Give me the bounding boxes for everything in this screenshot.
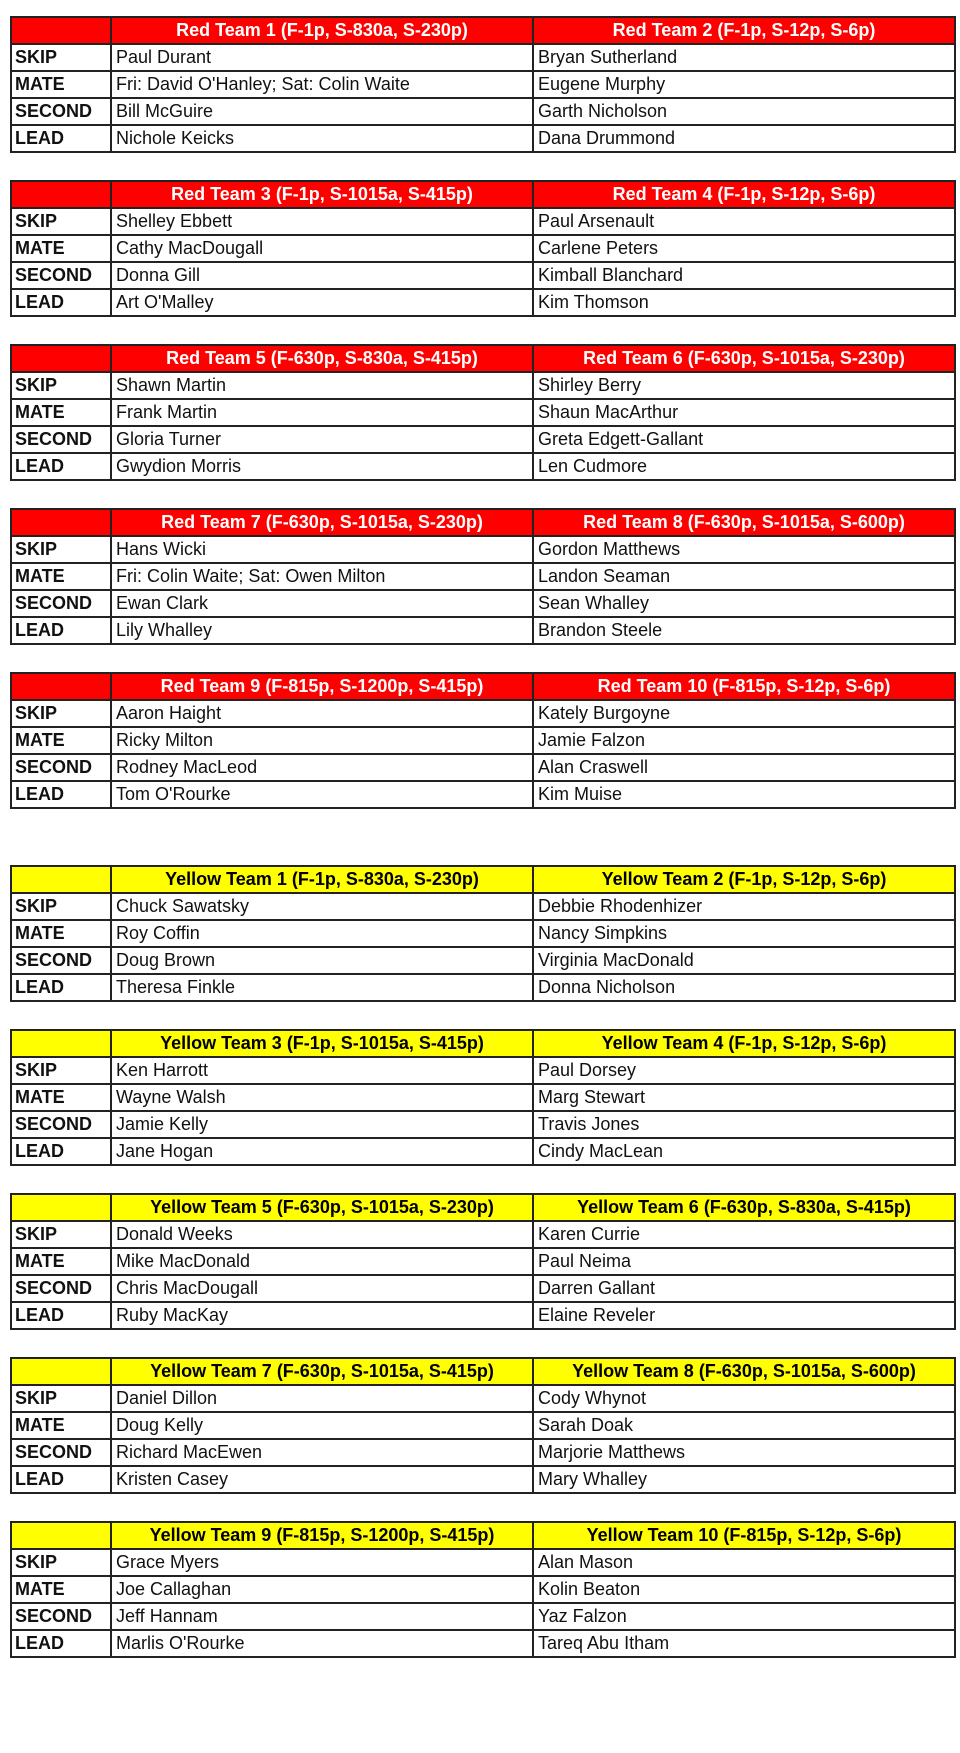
player-name: Grace Myers bbox=[111, 1549, 533, 1576]
position-label: MATE bbox=[11, 727, 111, 754]
player-row bbox=[11, 1221, 955, 1248]
section-spacer bbox=[10, 1002, 954, 1029]
position-label: MATE bbox=[11, 563, 111, 590]
player-row bbox=[11, 235, 955, 262]
player-name: Cody Whynot bbox=[533, 1385, 955, 1412]
header-blank-cell bbox=[11, 673, 111, 700]
player-name: Hans Wicki bbox=[111, 536, 533, 563]
header-blank-cell bbox=[11, 1358, 111, 1385]
player-name: Doug Brown bbox=[111, 947, 533, 974]
team-header-row bbox=[11, 1030, 955, 1057]
team-title: Red Team 2 (F-1p, S-12p, S-6p) bbox=[533, 17, 955, 44]
roster-document bbox=[10, 16, 954, 1658]
position-label: SKIP bbox=[11, 893, 111, 920]
player-name: Paul Arsenault bbox=[533, 208, 955, 235]
player-name: Joe Callaghan bbox=[111, 1576, 533, 1603]
player-row bbox=[11, 1248, 955, 1275]
player-name: Gwydion Morris bbox=[111, 453, 533, 480]
player-name: Kimball Blanchard bbox=[533, 262, 955, 289]
player-name: Cathy MacDougall bbox=[111, 235, 533, 262]
player-name: Fri: David O'Hanley; Sat: Colin Waite bbox=[111, 71, 533, 98]
player-name: Karen Currie bbox=[533, 1221, 955, 1248]
section-spacer bbox=[10, 317, 954, 344]
player-name: Lily Whalley bbox=[111, 617, 533, 644]
position-label: MATE bbox=[11, 920, 111, 947]
player-name: Debbie Rhodenhizer bbox=[533, 893, 955, 920]
player-name: Gloria Turner bbox=[111, 426, 533, 453]
player-name: Kim Thomson bbox=[533, 289, 955, 316]
player-row bbox=[11, 399, 955, 426]
player-name: Sean Whalley bbox=[533, 590, 955, 617]
player-row bbox=[11, 590, 955, 617]
player-name: Travis Jones bbox=[533, 1111, 955, 1138]
red-roster-table bbox=[10, 16, 956, 153]
player-name: Paul Durant bbox=[111, 44, 533, 71]
position-label: LEAD bbox=[11, 1302, 111, 1329]
player-row bbox=[11, 920, 955, 947]
position-label: SECOND bbox=[11, 1603, 111, 1630]
player-name: Mary Whalley bbox=[533, 1466, 955, 1493]
team-title: Yellow Team 9 (F-815p, S-1200p, S-415p) bbox=[111, 1522, 533, 1549]
player-name: Gordon Matthews bbox=[533, 536, 955, 563]
player-name: Alan Mason bbox=[533, 1549, 955, 1576]
section-spacer bbox=[10, 1494, 954, 1521]
player-name: Jane Hogan bbox=[111, 1138, 533, 1165]
player-name: Kolin Beaton bbox=[533, 1576, 955, 1603]
player-name: Aaron Haight bbox=[111, 700, 533, 727]
player-row bbox=[11, 1057, 955, 1084]
red-roster-table bbox=[10, 672, 956, 809]
player-name: Shaun MacArthur bbox=[533, 399, 955, 426]
player-row bbox=[11, 71, 955, 98]
team-title: Yellow Team 6 (F-630p, S-830a, S-415p) bbox=[533, 1194, 955, 1221]
position-label: MATE bbox=[11, 235, 111, 262]
player-name: Mike MacDonald bbox=[111, 1248, 533, 1275]
player-name: Ruby MacKay bbox=[111, 1302, 533, 1329]
player-name: Darren Gallant bbox=[533, 1275, 955, 1302]
player-row bbox=[11, 893, 955, 920]
position-label: LEAD bbox=[11, 781, 111, 808]
player-name: Frank Martin bbox=[111, 399, 533, 426]
header-blank-cell bbox=[11, 181, 111, 208]
player-name: Shirley Berry bbox=[533, 372, 955, 399]
player-row bbox=[11, 1084, 955, 1111]
player-name: Jamie Kelly bbox=[111, 1111, 533, 1138]
player-row bbox=[11, 1302, 955, 1329]
player-row bbox=[11, 1275, 955, 1302]
header-blank-cell bbox=[11, 509, 111, 536]
team-header-row bbox=[11, 509, 955, 536]
player-name: Donna Nicholson bbox=[533, 974, 955, 1001]
yellow-roster-table bbox=[10, 1357, 956, 1494]
player-name: Elaine Reveler bbox=[533, 1302, 955, 1329]
team-title: Yellow Team 10 (F-815p, S-12p, S-6p) bbox=[533, 1522, 955, 1549]
player-row bbox=[11, 98, 955, 125]
player-row bbox=[11, 617, 955, 644]
player-name: Art O'Malley bbox=[111, 289, 533, 316]
team-header-row bbox=[11, 866, 955, 893]
player-name: Rodney MacLeod bbox=[111, 754, 533, 781]
section-spacer bbox=[10, 809, 954, 865]
position-label: SKIP bbox=[11, 1549, 111, 1576]
team-title: Yellow Team 5 (F-630p, S-1015a, S-230p) bbox=[111, 1194, 533, 1221]
player-name: Jamie Falzon bbox=[533, 727, 955, 754]
player-name: Paul Neima bbox=[533, 1248, 955, 1275]
player-name: Theresa Finkle bbox=[111, 974, 533, 1001]
team-header-row bbox=[11, 17, 955, 44]
player-row bbox=[11, 1576, 955, 1603]
player-name: Ricky Milton bbox=[111, 727, 533, 754]
player-name: Nichole Keicks bbox=[111, 125, 533, 152]
header-blank-cell bbox=[11, 1522, 111, 1549]
player-row bbox=[11, 372, 955, 399]
position-label: SECOND bbox=[11, 98, 111, 125]
player-name: Garth Nicholson bbox=[533, 98, 955, 125]
team-title: Red Team 1 (F-1p, S-830a, S-230p) bbox=[111, 17, 533, 44]
player-row bbox=[11, 974, 955, 1001]
player-row bbox=[11, 453, 955, 480]
player-name: Landon Seaman bbox=[533, 563, 955, 590]
player-name: Marjorie Matthews bbox=[533, 1439, 955, 1466]
player-name: Tareq Abu Itham bbox=[533, 1630, 955, 1657]
position-label: MATE bbox=[11, 71, 111, 98]
position-label: MATE bbox=[11, 1084, 111, 1111]
player-name: Ken Harrott bbox=[111, 1057, 533, 1084]
player-name: Marlis O'Rourke bbox=[111, 1630, 533, 1657]
player-name: Doug Kelly bbox=[111, 1412, 533, 1439]
player-name: Sarah Doak bbox=[533, 1412, 955, 1439]
team-title: Red Team 5 (F-630p, S-830a, S-415p) bbox=[111, 345, 533, 372]
player-name: Kim Muise bbox=[533, 781, 955, 808]
yellow-roster-table bbox=[10, 865, 956, 1002]
yellow-roster-table bbox=[10, 1029, 956, 1166]
player-row bbox=[11, 700, 955, 727]
player-name: Roy Coffin bbox=[111, 920, 533, 947]
yellow-roster-table bbox=[10, 1521, 956, 1658]
team-title: Red Team 3 (F-1p, S-1015a, S-415p) bbox=[111, 181, 533, 208]
player-row bbox=[11, 1549, 955, 1576]
player-name: Wayne Walsh bbox=[111, 1084, 533, 1111]
position-label: LEAD bbox=[11, 1138, 111, 1165]
red-roster-table bbox=[10, 180, 956, 317]
player-name: Nancy Simpkins bbox=[533, 920, 955, 947]
position-label: MATE bbox=[11, 1412, 111, 1439]
section-spacer bbox=[10, 645, 954, 672]
header-blank-cell bbox=[11, 17, 111, 44]
player-row bbox=[11, 1385, 955, 1412]
header-blank-cell bbox=[11, 866, 111, 893]
player-row bbox=[11, 262, 955, 289]
player-row bbox=[11, 125, 955, 152]
position-label: SECOND bbox=[11, 262, 111, 289]
player-name: Bryan Sutherland bbox=[533, 44, 955, 71]
position-label: SECOND bbox=[11, 754, 111, 781]
team-title: Yellow Team 4 (F-1p, S-12p, S-6p) bbox=[533, 1030, 955, 1057]
red-roster-table bbox=[10, 344, 956, 481]
header-blank-cell bbox=[11, 345, 111, 372]
player-name: Kristen Casey bbox=[111, 1466, 533, 1493]
position-label: SECOND bbox=[11, 947, 111, 974]
player-name: Shelley Ebbett bbox=[111, 208, 533, 235]
team-title: Yellow Team 3 (F-1p, S-1015a, S-415p) bbox=[111, 1030, 533, 1057]
position-label: SECOND bbox=[11, 1111, 111, 1138]
player-row bbox=[11, 563, 955, 590]
section-spacer bbox=[10, 1330, 954, 1357]
player-name: Paul Dorsey bbox=[533, 1057, 955, 1084]
player-row bbox=[11, 1630, 955, 1657]
player-row bbox=[11, 208, 955, 235]
player-name: Fri: Colin Waite; Sat: Owen Milton bbox=[111, 563, 533, 590]
position-label: SKIP bbox=[11, 1057, 111, 1084]
position-label: SKIP bbox=[11, 44, 111, 71]
position-label: SECOND bbox=[11, 1439, 111, 1466]
red-roster-table bbox=[10, 508, 956, 645]
section-spacer bbox=[10, 1166, 954, 1193]
section-spacer bbox=[10, 481, 954, 508]
player-row bbox=[11, 1466, 955, 1493]
player-name: Bill McGuire bbox=[111, 98, 533, 125]
yellow-roster-table bbox=[10, 1193, 956, 1330]
player-name: Tom O'Rourke bbox=[111, 781, 533, 808]
player-row bbox=[11, 536, 955, 563]
player-row bbox=[11, 947, 955, 974]
position-label: MATE bbox=[11, 1248, 111, 1275]
position-label: SKIP bbox=[11, 208, 111, 235]
team-header-row bbox=[11, 345, 955, 372]
team-title: Red Team 6 (F-630p, S-1015a, S-230p) bbox=[533, 345, 955, 372]
team-title: Yellow Team 1 (F-1p, S-830a, S-230p) bbox=[111, 866, 533, 893]
team-header-row bbox=[11, 1522, 955, 1549]
player-row bbox=[11, 1412, 955, 1439]
player-name: Daniel Dillon bbox=[111, 1385, 533, 1412]
player-name: Alan Craswell bbox=[533, 754, 955, 781]
team-title: Yellow Team 2 (F-1p, S-12p, S-6p) bbox=[533, 866, 955, 893]
player-name: Cindy MacLean bbox=[533, 1138, 955, 1165]
player-name: Eugene Murphy bbox=[533, 71, 955, 98]
player-name: Greta Edgett-Gallant bbox=[533, 426, 955, 453]
team-header-row bbox=[11, 1358, 955, 1385]
position-label: LEAD bbox=[11, 289, 111, 316]
header-blank-cell bbox=[11, 1030, 111, 1057]
team-title: Red Team 9 (F-815p, S-1200p, S-415p) bbox=[111, 673, 533, 700]
player-name: Jeff Hannam bbox=[111, 1603, 533, 1630]
player-row bbox=[11, 727, 955, 754]
player-name: Donna Gill bbox=[111, 262, 533, 289]
player-name: Shawn Martin bbox=[111, 372, 533, 399]
player-name: Chris MacDougall bbox=[111, 1275, 533, 1302]
player-name: Carlene Peters bbox=[533, 235, 955, 262]
team-title: Yellow Team 7 (F-630p, S-1015a, S-415p) bbox=[111, 1358, 533, 1385]
player-name: Richard MacEwen bbox=[111, 1439, 533, 1466]
position-label: LEAD bbox=[11, 1466, 111, 1493]
player-name: Kately Burgoyne bbox=[533, 700, 955, 727]
team-header-row bbox=[11, 181, 955, 208]
position-label: MATE bbox=[11, 399, 111, 426]
player-name: Marg Stewart bbox=[533, 1084, 955, 1111]
section-spacer bbox=[10, 153, 954, 180]
position-label: LEAD bbox=[11, 453, 111, 480]
player-row bbox=[11, 1138, 955, 1165]
player-row bbox=[11, 426, 955, 453]
player-name: Dana Drummond bbox=[533, 125, 955, 152]
player-name: Brandon Steele bbox=[533, 617, 955, 644]
position-label: LEAD bbox=[11, 1630, 111, 1657]
team-title: Red Team 10 (F-815p, S-12p, S-6p) bbox=[533, 673, 955, 700]
player-row bbox=[11, 1603, 955, 1630]
position-label: SECOND bbox=[11, 1275, 111, 1302]
position-label: SKIP bbox=[11, 1221, 111, 1248]
player-row bbox=[11, 754, 955, 781]
team-title: Red Team 7 (F-630p, S-1015a, S-230p) bbox=[111, 509, 533, 536]
position-label: LEAD bbox=[11, 125, 111, 152]
team-header-row bbox=[11, 673, 955, 700]
position-label: MATE bbox=[11, 1576, 111, 1603]
position-label: SECOND bbox=[11, 426, 111, 453]
header-blank-cell bbox=[11, 1194, 111, 1221]
position-label: SKIP bbox=[11, 700, 111, 727]
position-label: LEAD bbox=[11, 974, 111, 1001]
player-name: Virginia MacDonald bbox=[533, 947, 955, 974]
position-label: SKIP bbox=[11, 536, 111, 563]
player-name: Donald Weeks bbox=[111, 1221, 533, 1248]
team-title: Red Team 4 (F-1p, S-12p, S-6p) bbox=[533, 181, 955, 208]
position-label: SKIP bbox=[11, 372, 111, 399]
player-row bbox=[11, 781, 955, 808]
position-label: SECOND bbox=[11, 590, 111, 617]
player-name: Chuck Sawatsky bbox=[111, 893, 533, 920]
player-row bbox=[11, 1439, 955, 1466]
player-name: Ewan Clark bbox=[111, 590, 533, 617]
player-name: Yaz Falzon bbox=[533, 1603, 955, 1630]
position-label: SKIP bbox=[11, 1385, 111, 1412]
player-row bbox=[11, 44, 955, 71]
team-header-row bbox=[11, 1194, 955, 1221]
position-label: LEAD bbox=[11, 617, 111, 644]
team-title: Yellow Team 8 (F-630p, S-1015a, S-600p) bbox=[533, 1358, 955, 1385]
player-row bbox=[11, 1111, 955, 1138]
player-row bbox=[11, 289, 955, 316]
team-title: Red Team 8 (F-630p, S-1015a, S-600p) bbox=[533, 509, 955, 536]
player-name: Len Cudmore bbox=[533, 453, 955, 480]
